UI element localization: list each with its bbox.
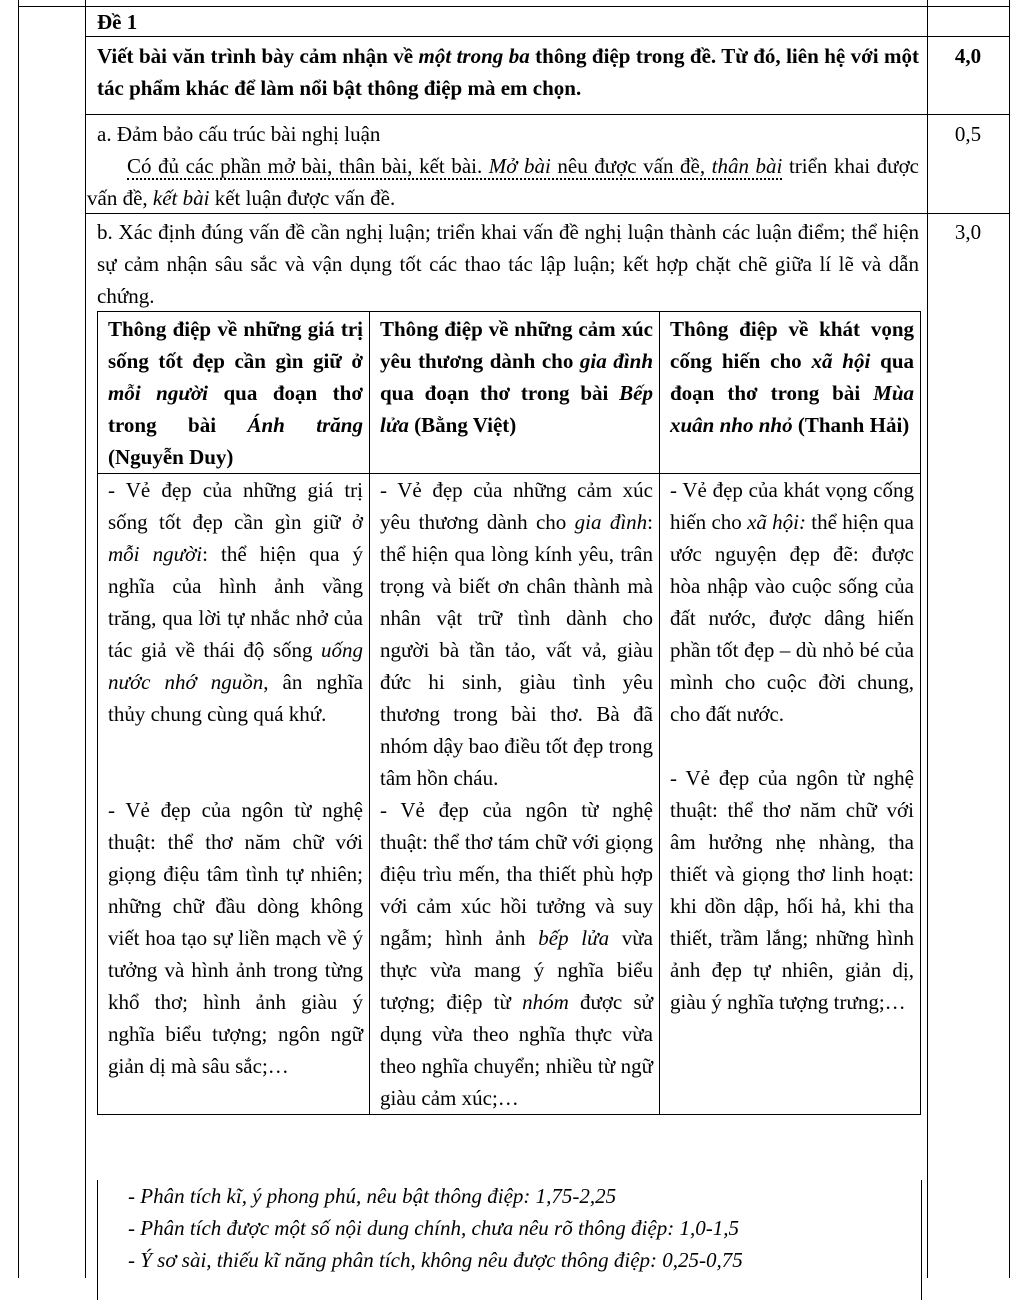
section-b-score: 3,0 [954,220,982,244]
header-text: Thông điệp về khát vọng cống hiến cho [670,317,914,373]
task-text: thông điệp trong đề. Từ đó, liên hệ với một tác phẩm khác để làm nổi bật thông điệp mà em chọn. [97,44,919,100]
detail-text: nêu được vấn đề, [550,154,712,178]
page-title: Đề 1 [97,10,138,34]
spacer [108,730,363,794]
header-emphasis: Bếp lửa [380,381,653,437]
header-text: qua đoạn thơ trong bài [108,381,363,437]
spacer [670,730,914,762]
col1-paragraph-2: - Vẻ đẹp của ngôn từ nghệ thuật: thể thơ năm chữ với giọng điệu tâm tình tự nhiên; những chữ đầu dòng không viết hoa tạo sự liền mạch về ý tưởng và hình ảnh trong từng khổ thơ; hình ảnh giàu ý nghĩa biểu tượng; ngôn ngữ giản dị mà sâu sắc;… [108,798,363,1078]
body-emphasis: uống nước nhớ nguồn [108,638,363,694]
task-prompt [97,40,919,104]
header-text: Thông điệp về những cảm xúc yêu thương dành cho [380,317,653,373]
task-score: 4,0 [954,44,982,68]
header-cell-1 [98,312,370,474]
body-emphasis: xã hội: [747,510,806,534]
body-text: - Vẻ đẹp của khát vọng cống hiến cho [670,478,914,534]
detail-text: triển khai được vấn đề, [87,154,919,210]
header-text: (Nguyễn Duy) [108,445,234,469]
col3-paragraph-1 [670,474,914,730]
table-body-row [98,474,921,1115]
messages-table [97,311,921,1115]
body-text: : thể hiện qua ý nghĩa của hình ảnh vầng trăng, qua lời tự nhắc nhở của tác giả về thái độ sống [108,542,364,662]
body-emphasis: bếp lửa [538,926,610,950]
body-text: - Vẻ đẹp của những giá trị sống tốt đẹp cần gìn giữ ở [108,478,363,534]
col3-paragraph-2: - Vẻ đẹp của ngôn từ nghệ thuật: thể thơ năm chữ với âm hưởng nhẹ nhàng, tha thiết và giọng thơ linh hoạt: khi dồn dập, hối hả, khi tha thiết, trầm lắng; những hình ảnh đẹp tự nhiên, giản dị, giàu ý nghĩa tượng trưng;… [670,766,914,1014]
detail-text: kết luận được vấn đề. [209,186,396,210]
body-cell-3 [660,474,921,1115]
dotted-line [127,154,782,180]
criteria-item: - Ý sơ sài, thiếu kĩ năng phân tích, không nêu được thông điệp: 0,25-0,75 [128,1248,743,1272]
body-text: : thể hiện qua lòng kính yêu, trân trọng và biết ơn chân thành mà nhân vật trữ tình dành cho người bà tần tảo, vất vả, giàu đức hi sinh, giàu tình yêu thương trong bài thơ. Bà đã nhóm dậy bao điều tốt đẹp trong tâm hồn cháu. [380,510,653,790]
body-cell-1 [98,474,370,1115]
body-text: vừa thực vừa mang ý nghĩa biểu tượng; điệp từ [380,926,654,1014]
grid-line [1009,0,1010,1278]
criteria-item: - Phân tích kĩ, ý phong phú, nêu bật thông điệp: 1,75-2,25 [128,1184,617,1208]
table-header-row [98,312,921,474]
grid-line [18,0,19,1278]
body-text: - Vẻ đẹp của những cảm xúc yêu thương dành cho [380,478,653,534]
header-text: qua đoạn thơ trong bài [380,381,620,405]
grid-line [85,0,86,1278]
header-text: (Thanh Hải) [792,413,910,437]
body-text: , ân nghĩa thủy chung cùng quá khứ. [108,670,363,726]
section-a-detail [87,150,919,214]
grid-line [85,114,1010,115]
grid-line [927,0,928,1278]
detail-emphasis: kết bài [152,186,210,210]
section-a-heading: a. Đảm bảo cấu trúc bài nghị luận [97,122,381,146]
detail-emphasis: thân bài [711,154,783,178]
header-emphasis: Mùa xuân nho nhỏ [670,381,914,437]
body-emphasis: nhóm [522,990,569,1014]
col2-paragraph-2 [380,794,653,1114]
detail-text: Có đủ các phần mở bài, thân bài, kết bài. [127,154,489,178]
body-text: thể hiện qua ước nguyện đẹp đẽ: được hòa nhập vào cuộc sống của đất nước, được dâng hiến phần tốt đẹp – dù nhỏ bé của mình cho cuộc đời chung, cho đất nước. [670,510,914,726]
scoring-criteria [97,1180,922,1300]
body-text: - Vẻ đẹp của ngôn từ nghệ thuật: thể thơ tám chữ với giọng điệu trìu mến, tha thiết phù hợp với cảm xúc hồi tưởng và suy ngẫm; hình ảnh [380,798,653,950]
criteria-item: - Phân tích được một số nội dung chính, chưa nêu rõ thông điệp: 1,0-1,5 [128,1216,739,1240]
header-cell-3 [660,312,921,474]
body-cell-2 [370,474,660,1115]
section-a-score: 0,5 [954,122,982,146]
header-emphasis: mỗi người [108,381,209,405]
detail-emphasis: Mở bài [488,154,551,178]
task-emphasis: một trong ba [418,44,530,68]
col1-paragraph-1 [108,474,363,730]
header-text: Thông điệp về những giá trị sống tốt đẹp cần gìn giữ ở [108,317,363,373]
body-emphasis: gia đình [574,510,648,534]
header-text: (Bằng Việt) [408,413,517,437]
header-text: qua đoạn thơ trong bài [670,349,915,405]
header-emphasis: Ánh trăng [247,413,363,437]
task-text: Viết bài văn trình bày cảm nhận về [97,44,419,68]
section-b-text: b. Xác định đúng vấn đề cần nghị luận; triển khai vấn đề nghị luận thành các luận điểm; thể hiện sự cảm nhận sâu sắc và vận dụng tốt các thao tác lập luận; kết hợp chặt chẽ giữa lí lẽ và dẫn chứng. [97,220,919,308]
col2-paragraph-1 [380,474,653,794]
header-emphasis: xã hội [811,349,871,373]
header-cell-2 [370,312,660,474]
body-emphasis: mỗi người [108,542,203,566]
header-emphasis: gia đình [579,349,654,373]
body-text: được sử dụng vừa theo nghĩa thực vừa theo nghĩa chuyển; nhiều từ ngữ giàu cảm xúc;… [380,990,653,1110]
